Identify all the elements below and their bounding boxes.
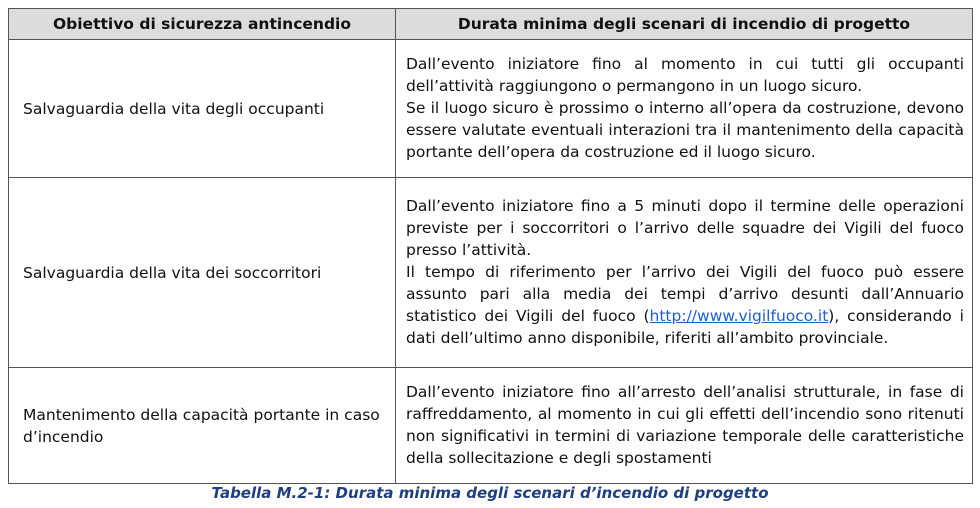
- text-after-link: ), considerando i dati dell’ultimo anno disponibile, riferiti all’ambito provinciale.: [406, 307, 964, 347]
- duration-cell: [396, 178, 973, 368]
- objective-cell: Salvaguardia della vita dei soccorritori: [9, 178, 396, 368]
- duration-paragraph: [406, 261, 964, 349]
- table-header-row: [9, 9, 973, 40]
- vigilfuoco-link[interactable]: http://www.vigilfuoco.it: [649, 307, 829, 325]
- table-row: [9, 178, 973, 368]
- header-objective: Obiettivo di sicurezza antincendio: [9, 9, 396, 40]
- table-row: [9, 40, 973, 178]
- duration-paragraph: Dall’evento iniziatore fino al momento in cui tutti gli occupanti dell’attività raggiungono o permangono in un luogo sicuro.: [406, 55, 964, 95]
- duration-paragraph: Se il luogo sicuro è prossimo o interno all’opera da costruzione, devono essere valutate eventuali interazioni tra il mantenimento della capacità portante dell’opera da costruzione ed il luogo sicuro.: [406, 99, 964, 161]
- fire-scenario-table: [8, 8, 973, 484]
- objective-cell: Mantenimento della capacità portante in caso d’incendio: [9, 368, 396, 484]
- text-before-link: Il tempo di riferimento per l’arrivo dei Vigili del fuoco può essere assunto pari alla media dei tempi d’arrivo desunti dall’Annuario statistico dei Vigili del fuoco (: [406, 263, 964, 325]
- duration-paragraph: Dall’evento iniziatore fino all’arresto dell’analisi strutturale, in fase di raffreddamento, al momento in cui gli effetti dell’incendio sono ritenuti non significativi in termini di variazione temporale delle caratteristiche della sollecitazione e degli spostamenti: [406, 383, 964, 467]
- table-row: [9, 368, 973, 484]
- header-duration: Durata minima degli scenari di incendio di progetto: [396, 9, 973, 40]
- objective-cell: Salvaguardia della vita degli occupanti: [9, 40, 396, 178]
- duration-paragraph: Dall’evento iniziatore fino a 5 minuti dopo il termine delle operazioni previste per i soccorritori o l’arrivo delle squadre dei Vigili del fuoco presso l’attività.: [406, 197, 964, 259]
- duration-cell: [396, 368, 973, 484]
- duration-cell: [396, 40, 973, 178]
- table-caption: Tabella M.2-1: Durata minima degli scenari d’incendio di progetto: [211, 484, 769, 502]
